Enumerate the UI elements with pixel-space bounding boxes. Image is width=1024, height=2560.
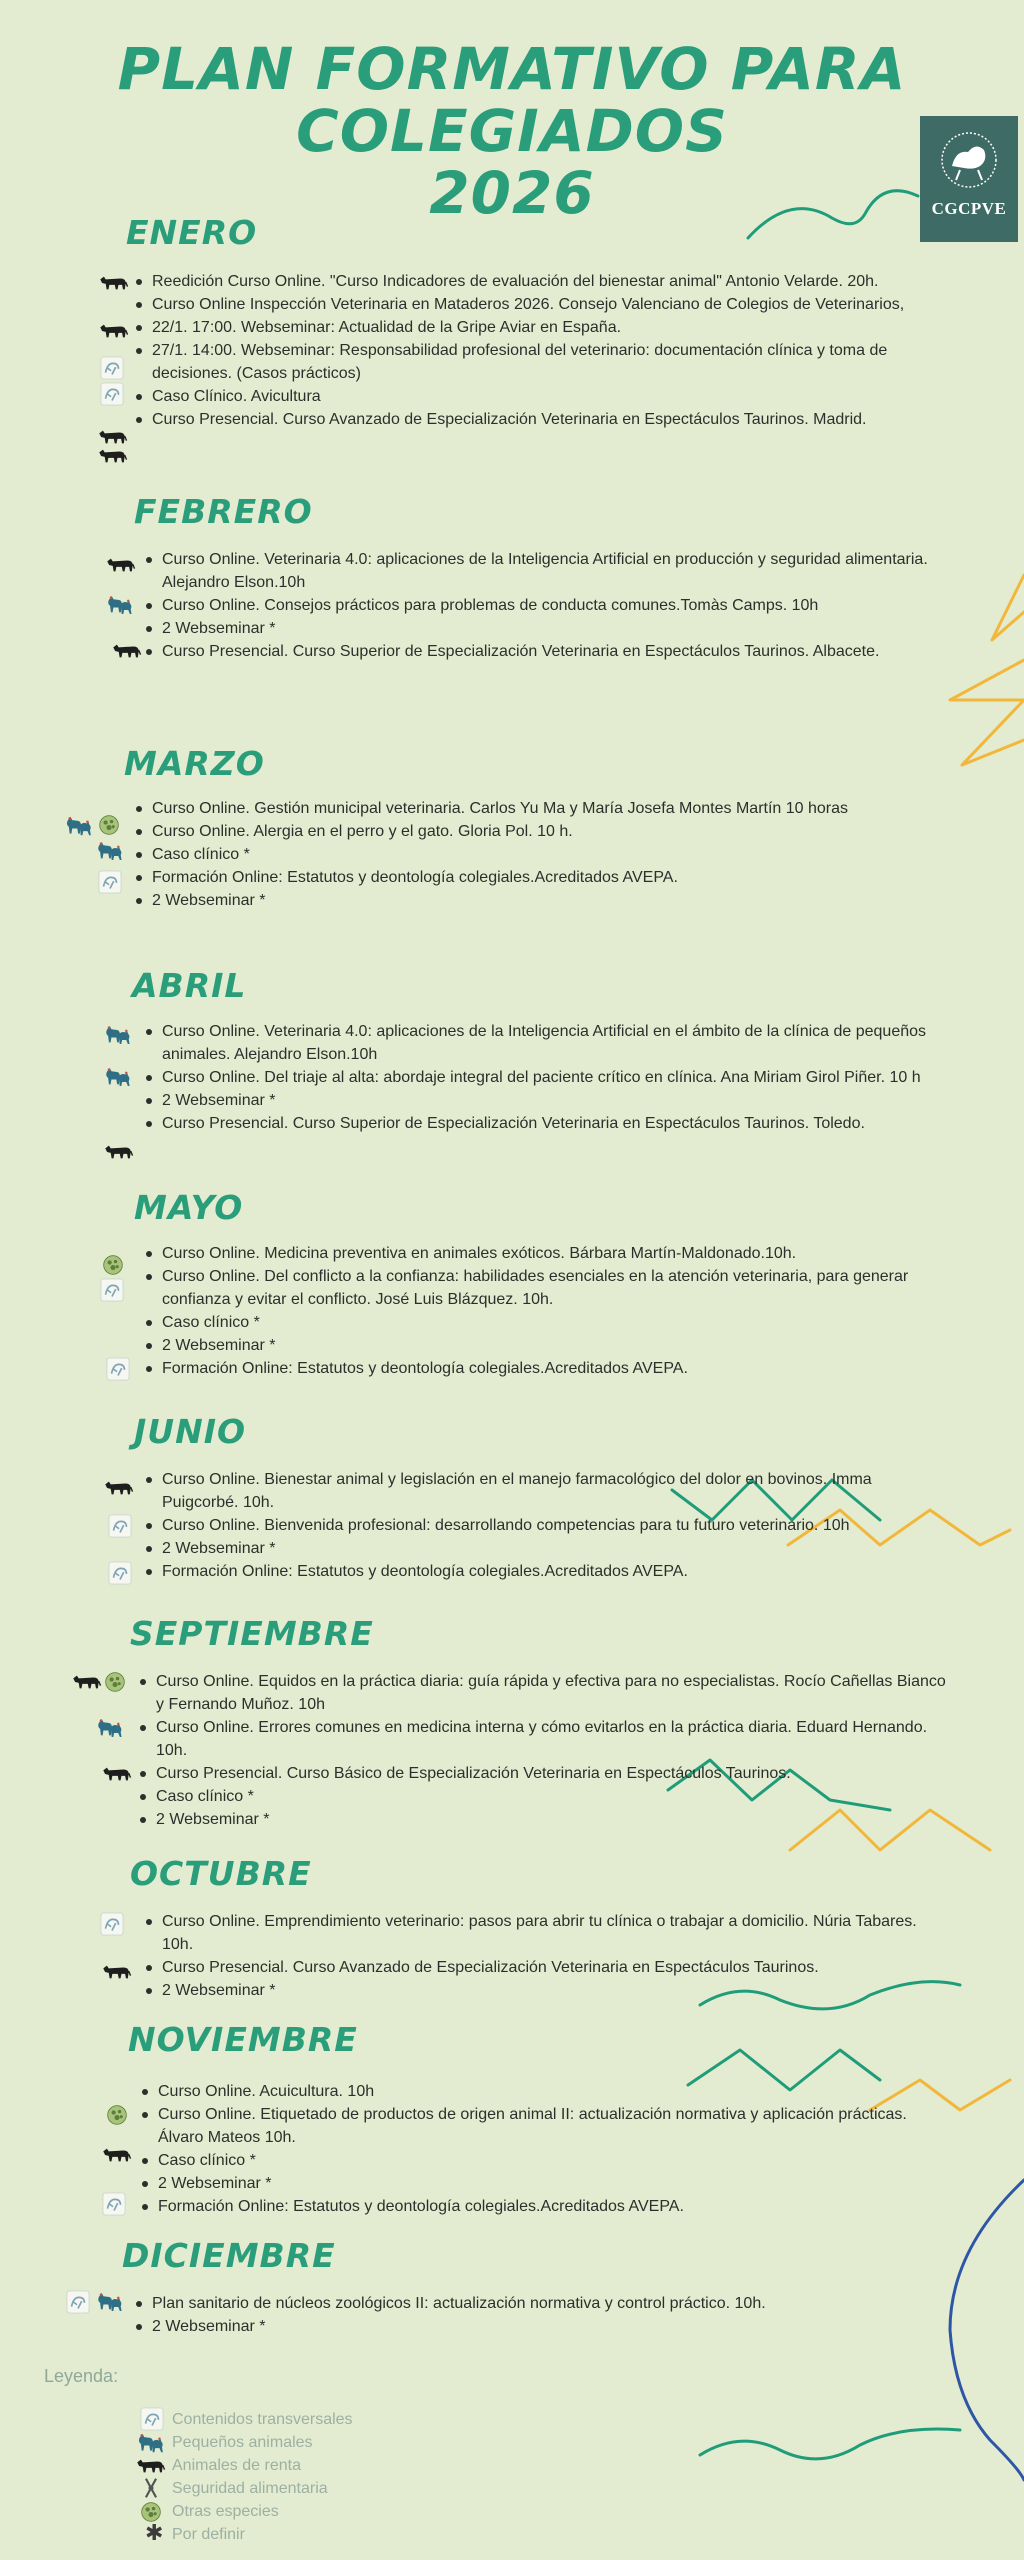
month-list-marzo [134,797,934,912]
list-item: 27/1. 14:00. Webseminar: Responsabilidad profesional del veterinario: documentación clínica y toma de decisiones. (Casos prácticos) [134,339,934,385]
cow-icon [98,321,128,341]
month-list-junio [144,1468,934,1583]
page-title [0,35,1024,227]
list-item: Curso Presencial. Curso Avanzado de Especialización Veterinaria en Espectáculos Taurinos. Madrid. [134,408,934,431]
list-item: Curso Presencial. Curso Superior de Especialización Veterinaria en Espectáculos Taurinos. Toledo. [144,1112,934,1135]
list-item: Formación Online: Estatutos y deontología colegiales.Acreditados AVEPA. [134,866,934,889]
list-item: Reedición Curso Online. "Curso Indicadores de evaluación del bienestar animal" Antonio Velarde. 20h. [134,270,934,293]
list-item: Curso Online. Equidos en la práctica diaria: guía rápida y efectiva para no especialistas. Rocío Cañellas Bianco y Fernando Muñoz. 10h [138,1670,958,1716]
list-item: Curso Online. Bienestar animal y legislación en el manejo farmacológico del dolor en bovinos. Imma Puigcorbé. 10h. [144,1468,934,1514]
title-line-2: 2026 [429,159,595,227]
cat-dog-icon [136,2432,166,2454]
list-item: 2 Webseminar * [144,1334,934,1357]
cat-dog-icon [96,1717,124,1739]
list-item: 2 Webseminar * [138,1808,958,1831]
list-item: 2 Webseminar * [134,2315,934,2338]
list-item: Caso clínico * [144,1311,934,1334]
cow-icon [102,1478,134,1498]
list-item: 2 Webseminar * [144,1979,934,2002]
month-heading-diciembre: DICIEMBRE [122,2236,336,2275]
asterisk-icon: ✱ [145,2520,164,2545]
legend-item-undefined: Por definir [172,2526,245,2543]
month-heading-noviembre: NOVIEMBRE [128,2020,358,2059]
transversal-icon [102,2192,126,2216]
other-species-icon [106,2104,128,2126]
transversal-icon [98,870,122,894]
list-item: 2 Webseminar * [140,2172,940,2195]
month-list-mayo [144,1242,934,1380]
list-item: Plan sanitario de núcleos zoológicos II: actualización normativa y control práctico. 10h. [134,2292,934,2315]
legend-item-food-safety: Seguridad alimentaria [172,2480,328,2497]
cow-icon [100,1764,132,1784]
other-species-icon [98,814,120,836]
logo-emblem-icon [934,130,1004,190]
transversal-icon [100,356,124,380]
other-species-icon [104,1671,126,1693]
list-item: Curso Presencial. Curso Básico de Especialización Veterinaria en Espectáculos Taurinos. [138,1762,958,1785]
month-heading-enero: ENERO [126,213,258,252]
month-heading-marzo: MARZO [124,744,265,783]
cat-dog-icon [104,1024,132,1046]
list-item: Caso clínico * [134,843,934,866]
legend-item-other-species: Otras especies [172,2503,279,2520]
list-item: Formación Online: Estatutos y deontología colegiales.Acreditados AVEPA. [144,1357,934,1380]
month-list-diciembre [134,2292,934,2338]
list-item: Curso Online. Del triaje al alta: abordaje integral del paciente crítico en clínica. Ana Miriam Girol Piñer. 10 h [144,1066,934,1089]
list-item: Curso Online. Veterinaria 4.0: aplicaciones de la Inteligencia Artificial en producción y seguridad alimentaria. Alejandro Elson.10h [144,548,934,594]
list-item: 2 Webseminar * [144,617,934,640]
transversal-icon [108,1561,132,1585]
list-item: Curso Online. Consejos prácticos para problemas de conducta comunes.Tomàs Camps. 10h [144,594,934,617]
cat-dog-icon [64,815,94,837]
cow-icon [96,446,128,466]
list-item: 2 Webseminar * [144,1537,934,1560]
list-item: 2 Webseminar * [134,889,934,912]
list-item: Curso Presencial. Curso Superior de Especialización Veterinaria en Espectáculos Taurinos. Albacete. [144,640,934,663]
legend-item-farm-animals: Animales de renta [172,2457,301,2474]
list-item: Curso Online. Del conflicto a la confianza: habilidades esenciales en la atención veterinaria, para generar confianza y evitar el conflicto. José Luis Blázquez. 10h. [144,1265,934,1311]
cow-icon [134,2456,166,2476]
list-item: Curso Online. Etiquetado de productos de origen animal II: actualización normativa y aplicación prácticas. Álvaro Mateos 10h. [140,2103,940,2149]
month-heading-mayo: MAYO [134,1188,244,1227]
list-item: Curso Online. Errores comunes en medicina interna y cómo evitarlos en la práctica diaria. Eduard Hernando. 10h. [138,1716,958,1762]
cat-dog-icon [96,840,124,862]
legend-item-transversal: Contenidos transversales [172,2411,353,2428]
transversal-icon [100,1912,124,1936]
month-heading-octubre: OCTUBRE [130,1854,312,1893]
title-line-1: PLAN FORMATIVO PARA COLEGIADOS [117,35,907,165]
legend-item-small-animals: Pequeños animales [172,2434,313,2451]
logo-text: CGCPVE [931,199,1007,218]
list-item: Curso Online Inspección Veterinaria en Mataderos 2026. Consejo Valenciano de Colegios de Veterinarios, [134,293,934,316]
cow-icon [96,427,128,447]
transversal-icon [108,1514,132,1538]
list-item: Curso Online. Veterinaria 4.0: aplicaciones de la Inteligencia Artificial en el ámbito de la clínica de pequeños animales. Alejandro Elson.10h [144,1020,934,1066]
transversal-icon [106,1357,130,1381]
cow-icon [100,2145,132,2165]
food-safety-icon [142,2477,160,2499]
list-item: Curso Online. Alergia en el perro y el gato. Gloria Pol. 10 h. [134,820,934,843]
month-heading-junio: JUNIO [134,1412,247,1451]
legend-title: Leyenda: [44,2366,119,2386]
list-item: Caso Clínico. Avicultura [134,385,934,408]
cow-icon [70,1672,102,1692]
other-species-icon [102,1254,124,1276]
month-list-octubre [144,1910,934,2002]
month-heading-febrero: FEBRERO [134,492,313,531]
list-item: 22/1. 17:00. Webseminar: Actualidad de la Gripe Aviar en España. [134,316,934,339]
cow-icon [100,1962,132,1982]
list-item: Formación Online: Estatutos y deontología colegiales.Acreditados AVEPA. [140,2195,940,2218]
list-item: Curso Online. Gestión municipal veterinaria. Carlos Yu Ma y María Josefa Montes Martín 10 horas [134,797,934,820]
month-list-febrero [144,548,934,663]
transversal-icon [100,382,124,406]
transversal-icon [66,2290,90,2314]
cat-dog-icon [104,1066,132,1088]
list-item: Caso clínico * [138,1785,958,1808]
month-list-septiembre [138,1670,958,1831]
list-item: Curso Online. Emprendimiento veterinario: pasos para abrir tu clínica o trabajar a domicilio. Núria Tabares. 10h. [144,1910,934,1956]
list-item: Caso clínico * [140,2149,940,2172]
month-list-abril [144,1020,934,1135]
month-heading-abril: ABRIL [132,966,247,1005]
cow-icon [104,555,136,575]
list-item: 2 Webseminar * [144,1089,934,1112]
list-item: Curso Online. Acuicultura. 10h [140,2080,940,2103]
transversal-icon [100,1278,124,1302]
transversal-icon [140,2407,164,2431]
cat-dog-icon [106,594,134,616]
cow-icon [102,1142,134,1162]
list-item: Curso Online. Medicina preventiva en animales exóticos. Bárbara Martín-Maldonado.10h. [144,1242,934,1265]
list-item: Curso Presencial. Curso Avanzado de Especialización Veterinaria en Espectáculos Taurinos. [144,1956,934,1979]
list-item: Formación Online: Estatutos y deontología colegiales.Acreditados AVEPA. [144,1560,934,1583]
cow-icon [110,641,142,661]
cow-icon [98,273,128,293]
month-list-enero [134,270,934,431]
month-heading-septiembre: SEPTIEMBRE [130,1614,374,1653]
cgcpve-logo [920,116,1018,242]
month-list-noviembre [140,2080,940,2218]
list-item: Curso Online. Bienvenida profesional: desarrollando competencias para tu futuro veterinario. 10h [144,1514,934,1537]
cat-dog-icon [96,2291,124,2313]
